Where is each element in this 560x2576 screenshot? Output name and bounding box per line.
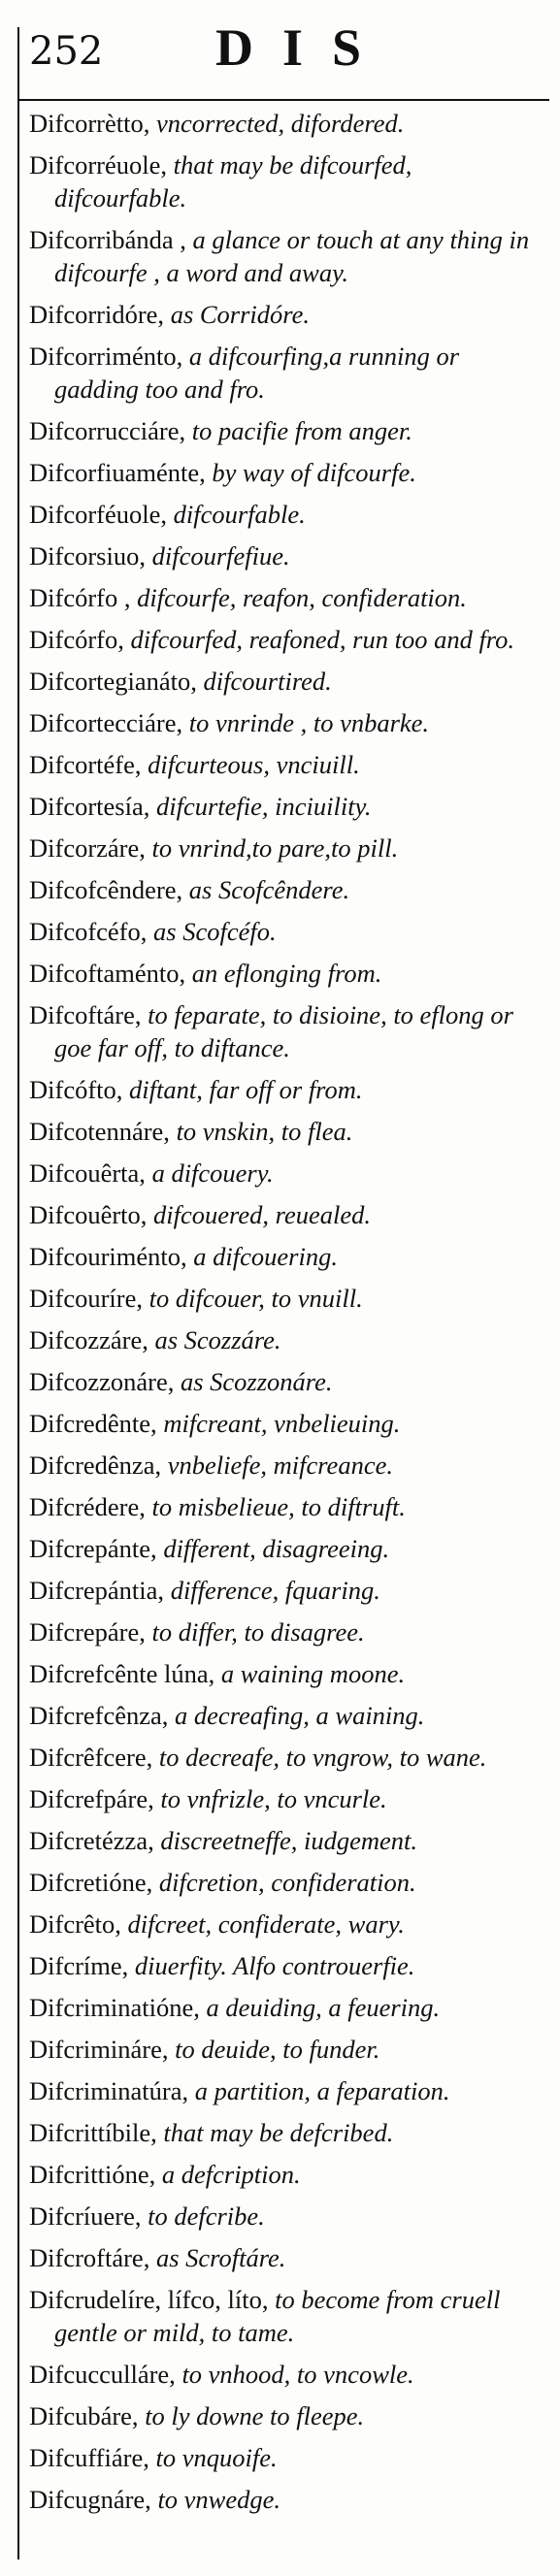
entry-headword: Difcoftáre, [29, 1000, 142, 1029]
dictionary-entry [29, 623, 545, 656]
entry-definition: to vnskin, to flea. [176, 1117, 353, 1146]
entry-headword: Difcófto, [29, 1075, 123, 1104]
entry-definition: to defcribe. [148, 2201, 265, 2231]
entry-headword: Difcorrucciáre, [29, 416, 186, 445]
dictionary-entry [29, 1198, 545, 1231]
entry-definition: as Scozzonáre. [180, 1367, 333, 1396]
entry-headword: Difcrittíbile, [29, 2118, 157, 2147]
entry-definition: difcourtired. [203, 667, 332, 696]
dictionary-entry [29, 1908, 545, 1940]
entry-definition: discreetneffe, iudgement. [160, 1826, 418, 1855]
entry-definition: difcurtefie, inciuility. [155, 792, 372, 821]
entry-headword: Difcortéfe, [29, 750, 142, 779]
dictionary-entry [29, 2399, 545, 2432]
entry-headword: Difcortegianáto, [29, 667, 197, 696]
entry-definition: that may be defcribed. [163, 2118, 394, 2147]
entry-definition: as Scroftáre. [155, 2243, 286, 2272]
entry-headword: Difcrefpáre, [29, 1784, 154, 1813]
dictionary-entry [29, 1365, 545, 1398]
entry-headword: Difcrittióne, [29, 2160, 156, 2189]
entry-definition: as Scofcêndere. [188, 875, 350, 904]
entry-headword: Difcrefcênza, [29, 1701, 169, 1730]
entry-headword: Difcorriménto, [29, 342, 183, 371]
dictionary-entry [29, 1449, 545, 1482]
dictionary-entry [29, 1991, 545, 2024]
entry-headword: Difcrepáre, [29, 1617, 146, 1647]
dictionary-entry [29, 665, 545, 698]
dictionary-entry [29, 1824, 545, 1857]
entry-headword: Difcubáre, [29, 2401, 139, 2430]
dictionary-entry [29, 873, 545, 906]
dictionary-entry [29, 706, 545, 739]
entry-headword: Difcouríre, [29, 1284, 143, 1313]
entry-headword: Difcofcêndere, [29, 875, 183, 904]
entry-definition: that may be difcourfed, difcourfable. [54, 150, 412, 212]
entry-definition: as Scozzáre. [154, 1325, 281, 1354]
dictionary-entry [29, 1866, 545, 1899]
dictionary-entry [29, 1615, 545, 1648]
entry-definition: a difcourfing,a running or gadding too and fro. [54, 342, 460, 404]
entry-headword: Difcorribánda , [29, 225, 186, 254]
dictionary-entry [29, 957, 545, 990]
entry-definition: difcourfe, reafon, confideration. [137, 583, 467, 612]
dictionary-entry [29, 748, 545, 781]
entry-definition: mifcreant, vnbelieuing. [163, 1409, 401, 1438]
entry-headword: Difcríuere, [29, 2201, 142, 2231]
dictionary-entry [29, 2033, 545, 2066]
entry-headword: Difcrêto, [29, 1909, 121, 1939]
entry-definition: difcurteous, vnciuill. [148, 750, 360, 779]
entry-headword: Difcozzáre, [29, 1325, 148, 1354]
dictionary-entry [29, 1657, 545, 1690]
dictionary-entry [29, 298, 545, 331]
entry-definition: difcourfefiue. [151, 541, 290, 571]
dictionary-entry [29, 1240, 545, 1273]
dictionary-entry [29, 1741, 545, 1774]
entry-headword: Difcretézza, [29, 1826, 154, 1855]
dictionary-entry [29, 1323, 545, 1356]
entry-definition: a defcription. [161, 2160, 301, 2189]
entry-definition: difcourfable. [173, 500, 306, 529]
entry-headword: Difcouriménto, [29, 1242, 187, 1271]
entry-headword: Difcuffiáre, [29, 2443, 149, 2472]
entry-headword: Difcorsiuo, [29, 541, 146, 571]
entry-definition: diuerfity. Alfo controuerfie. [134, 1951, 415, 1980]
entry-headword: Difcrédere, [29, 1492, 146, 1521]
running-head: DIS [215, 18, 391, 77]
entry-definition: an eflonging from. [191, 959, 382, 988]
entry-list [29, 107, 545, 2525]
entry-headword: Difcrepántia, [29, 1576, 165, 1605]
dictionary-entry [29, 1782, 545, 1815]
entry-definition: difcourfed, reafoned, run too and fro. [130, 625, 515, 654]
entry-definition: to feparate, to disioine, to eflong or goe far off, to diftance. [54, 1000, 513, 1062]
entry-headword: Difcouêrta, [29, 1158, 146, 1188]
dictionary-entry [29, 2200, 545, 2233]
entry-headword: Difcucculláre, [29, 2360, 176, 2389]
dictionary-entry [29, 998, 545, 1064]
entry-headword: Difcrêfcere, [29, 1743, 153, 1772]
entry-definition: to vnfrizle, to vncurle. [160, 1784, 387, 1813]
entry-headword: Difcortecciáre, [29, 708, 183, 737]
dictionary-entry [29, 539, 545, 572]
entry-headword: Difcrimináre, [29, 2035, 169, 2064]
dictionary-entry [29, 148, 545, 214]
entry-definition: a decreafing, a waining. [175, 1701, 425, 1730]
dictionary-entry [29, 581, 545, 614]
entry-definition: difference, fquaring. [170, 1576, 380, 1605]
entry-headword: Difcroftáre, [29, 2243, 150, 2272]
entry-headword: Difcozzonáre, [29, 1367, 175, 1396]
dictionary-entry [29, 1282, 545, 1315]
dictionary-entry [29, 2074, 545, 2107]
entry-headword: Difcredênte, [29, 1409, 157, 1438]
entry-headword: Difcoftaménto, [29, 959, 186, 988]
entry-definition: to vnquoife. [155, 2443, 278, 2472]
entry-headword: Difcouêrto, [29, 1200, 148, 1229]
dictionary-entry [29, 456, 545, 489]
dictionary-entry [29, 414, 545, 447]
entry-definition: to vnhood, to vncowle. [181, 2360, 414, 2389]
dictionary-entry [29, 1073, 545, 1106]
entry-headword: Difcredênza, [29, 1451, 162, 1480]
dictionary-entry [29, 2158, 545, 2191]
entry-definition: diftant, far off or from. [129, 1075, 363, 1104]
dictionary-entry [29, 1532, 545, 1565]
entry-definition: vnbeliefe, mifcreance. [167, 1451, 393, 1480]
dictionary-entry [29, 2283, 545, 2349]
entry-definition: to vnwedge. [157, 2485, 281, 2514]
entry-definition: as Scofcéfo. [153, 917, 277, 946]
entry-definition: to vnrind,to pare,to pill. [151, 833, 399, 863]
entry-definition: a deuiding, a feuering. [206, 1993, 441, 2022]
entry-headword: Difcríme, [29, 1951, 129, 1980]
dictionary-entry [29, 2441, 545, 2474]
entry-headword: Difcorféuole, [29, 500, 167, 529]
entry-definition: to difcouer, to vnuill. [148, 1284, 363, 1313]
dictionary-entry [29, 223, 545, 289]
dictionary-entry [29, 340, 545, 406]
entry-headword: Difcorridóre, [29, 300, 165, 329]
dictionary-entry [29, 915, 545, 948]
left-border-rule [17, 27, 19, 2560]
entry-definition: to decreafe, to vngrow, to wane. [158, 1743, 487, 1772]
entry-headword: Difcorréuole, [29, 150, 167, 179]
entry-definition: to deuide, to funder. [175, 2035, 380, 2064]
dictionary-entry [29, 107, 545, 140]
entry-definition: to differ, to disagree. [151, 1617, 365, 1647]
entry-headword: Difcorfiuaménte, [29, 458, 206, 487]
entry-headword: Difcortesía, [29, 792, 150, 821]
entry-definition: difcouered, reuealed. [153, 1200, 371, 1229]
entry-headword: Difcorzáre, [29, 833, 146, 863]
dictionary-entry [29, 790, 545, 823]
entry-definition: a difcouering. [193, 1242, 338, 1271]
dictionary-entry [29, 1490, 545, 1523]
entry-definition: difcreet, confiderate, wary. [127, 1909, 405, 1939]
entry-headword: Difcriminatúra, [29, 2076, 189, 2105]
dictionary-entry [29, 1699, 545, 1732]
entry-definition: difcretion, confideration. [158, 1868, 416, 1897]
dictionary-entry [29, 498, 545, 531]
dictionary-entry [29, 2483, 545, 2516]
entry-definition: to vnrinde , to vnbarke. [188, 708, 430, 737]
dictionary-entry [29, 831, 545, 864]
dictionary-entry [29, 2358, 545, 2391]
header-rule [17, 99, 549, 101]
entry-definition: to become from cruell gentle or mild, to tame. [54, 2285, 501, 2347]
entry-definition: a glance or touch at any thing in difcourfe , a word and away. [54, 225, 530, 287]
entry-definition: a difcouery. [151, 1158, 274, 1188]
dictionary-entry [29, 2116, 545, 2149]
entry-definition: by way of difcourfe. [212, 458, 416, 487]
entry-headword: Difcorrètto, [29, 109, 150, 138]
entry-headword: Difcriminatióne, [29, 1993, 200, 2022]
entry-definition: a waining moone. [220, 1659, 406, 1688]
entry-headword: Difcórfo , [29, 583, 131, 612]
entry-headword: Difcórfo, [29, 625, 124, 654]
entry-definition: vncorrected, difordered. [155, 109, 405, 138]
entry-headword: Difcrudelíre, lífco, líto, [29, 2285, 269, 2314]
entry-definition: different, disagreeing. [163, 1534, 390, 1563]
entry-headword: Difcrefcênte lúna, [29, 1659, 215, 1688]
entry-definition: to misbelieue, to diftruft. [151, 1492, 406, 1521]
entry-headword: Difcotennáre, [29, 1117, 170, 1146]
page-number: 252 [29, 29, 104, 74]
entry-headword: Difcrepánte, [29, 1534, 157, 1563]
entry-definition: as Corridóre. [170, 300, 311, 329]
entry-headword: Difcretióne, [29, 1868, 153, 1897]
dictionary-entry [29, 1574, 545, 1607]
dictionary-entry [29, 1407, 545, 1440]
dictionary-entry [29, 1115, 545, 1148]
entry-headword: Difcugnáre, [29, 2485, 151, 2514]
dictionary-entry [29, 1949, 545, 1982]
entry-definition: to ly downe to fleepe. [145, 2401, 365, 2430]
entry-definition: to pacifie from anger. [191, 416, 412, 445]
entry-definition: a partition, a feparation. [194, 2076, 450, 2105]
dictionary-entry [29, 2241, 545, 2274]
dictionary-entry [29, 1157, 545, 1190]
entry-headword: Difcofcéfo, [29, 917, 148, 946]
